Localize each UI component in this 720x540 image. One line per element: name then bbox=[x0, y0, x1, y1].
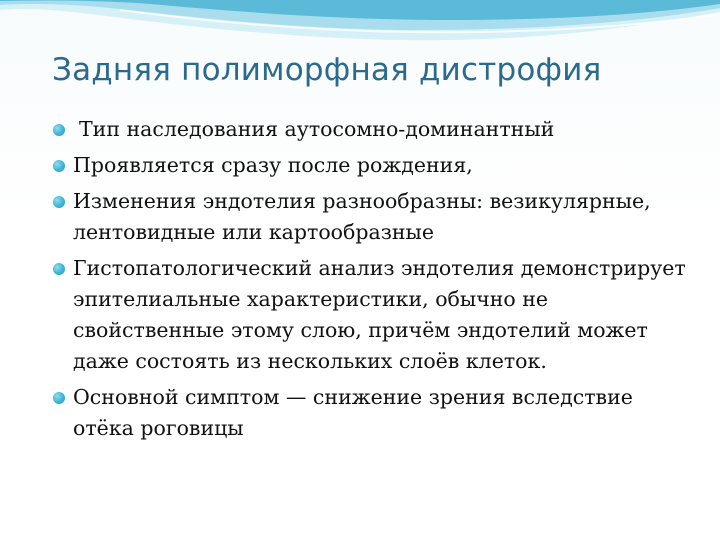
bullet-text: Гистопатологический анализ эндотелия демонстрирует эпителиальные характеристики, обычно не свойственные этому слою, причём эндотелий может даже состоять из нескольких слоёв клеток. bbox=[73, 256, 686, 373]
bullet-dot-icon bbox=[53, 263, 65, 275]
list-item bbox=[52, 150, 692, 181]
bullet-text: Проявляется сразу после рождения, bbox=[73, 153, 473, 177]
bullet-dot-icon bbox=[53, 196, 65, 208]
list-item bbox=[52, 186, 692, 248]
list-item bbox=[52, 253, 692, 377]
bullet-dot-icon bbox=[53, 124, 65, 136]
bullet-text: Основной симптом — снижение зрения вследствие отёка роговицы bbox=[73, 385, 633, 440]
bullet-text: Тип наследования аутосомно-доминантный bbox=[79, 117, 555, 141]
bullet-dot-icon bbox=[53, 160, 65, 172]
bullet-dot-icon bbox=[53, 392, 65, 404]
slide-title: Задняя полиморфная дистрофия bbox=[52, 52, 602, 88]
bullet-text: Изменения эндотелия разнообразны: везикулярные, лентовидные или картообразные bbox=[73, 189, 651, 244]
list-item bbox=[52, 114, 692, 145]
bullet-list bbox=[52, 114, 692, 449]
list-item bbox=[52, 382, 692, 444]
